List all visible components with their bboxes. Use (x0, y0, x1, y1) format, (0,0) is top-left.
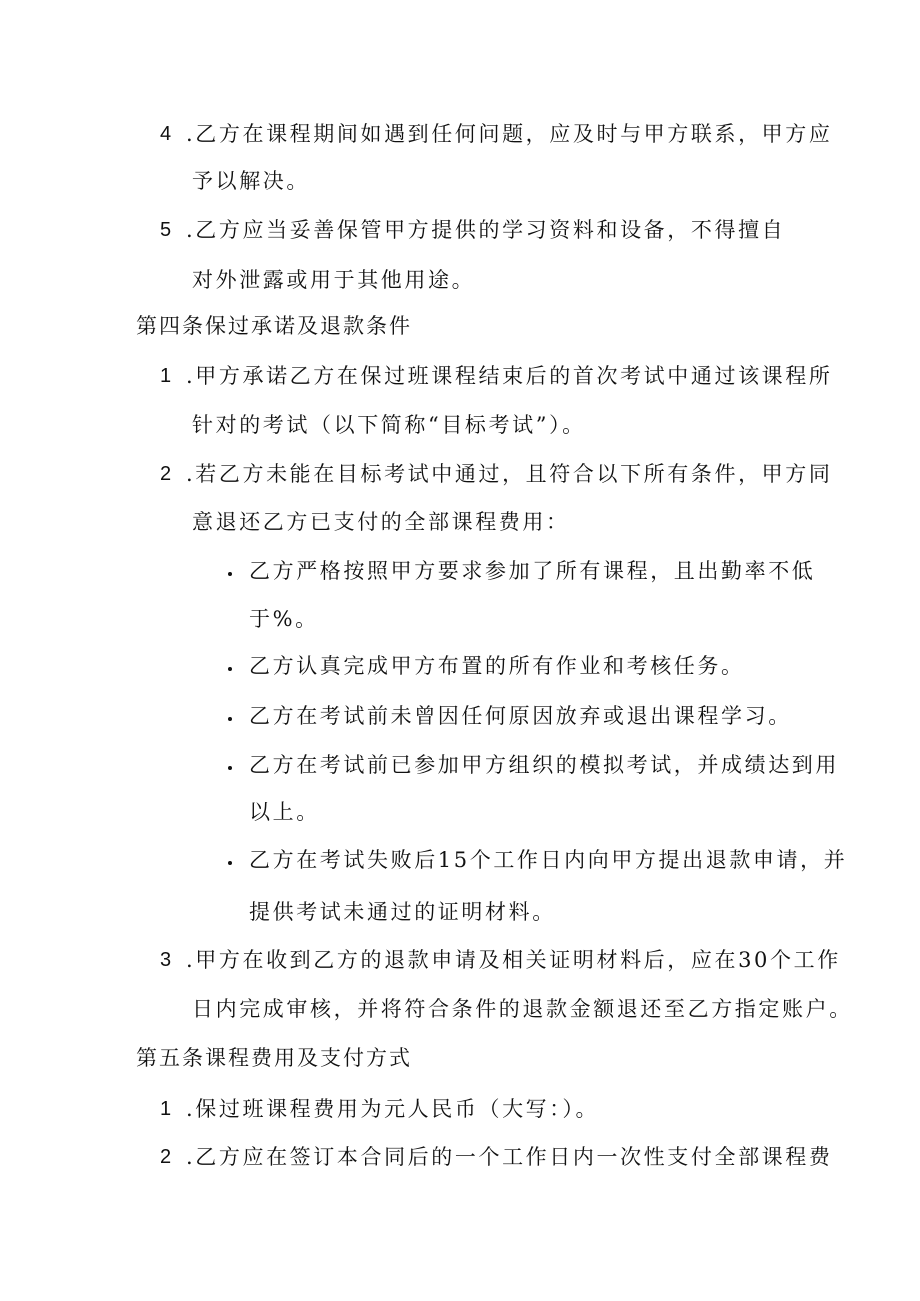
clause-text: .乙方应在签订本合同后的一个工作日内一次性支付全部课程费 (186, 1145, 833, 1169)
clause-text-continued: 对外泄露或用于其他用途。 (192, 268, 476, 292)
condition-text: 乙方严格按照甲方要求参加了所有课程，且出勤率不低 (249, 559, 816, 583)
condition-text: 乙方在考试前未曾因任何原因放弃或退出课程学习。 (249, 704, 792, 728)
bullet-icon (228, 861, 232, 865)
condition-text-continued: 提供考试未通过的证明材料。 (249, 900, 556, 924)
clause-text: .乙方在课程期间如遇到任何问题，应及时与甲方联系，甲方应 (186, 122, 833, 146)
item-number: 5 (160, 219, 172, 241)
clause-text: .甲方在收到乙方的退款申请及相关证明材料后，应在30个工作 (186, 948, 841, 972)
item-number: 2 (160, 1146, 172, 1168)
clause-text-continued: 日内完成审核，并将符合条件的退款金额退还至乙方指定账户。 (192, 997, 853, 1021)
condition-text-continued: 于%。 (249, 607, 319, 631)
clause-text-continued: 针对的考试（以下简称“目标考试”）。 (192, 413, 586, 437)
bullet-icon (228, 667, 232, 671)
clause-text: .甲方承诺乙方在保过班课程结束后的首次考试中通过该课程所 (186, 364, 833, 388)
condition-text-continued: 以上。 (249, 800, 320, 824)
item-number: 3 (160, 949, 172, 971)
clause-text-continued: 予以解决。 (192, 169, 310, 193)
item-number: 2 (160, 463, 172, 485)
clause-text: .若乙方未能在目标考试中通过，且符合以下所有条件，甲方同 (186, 462, 833, 486)
article-heading: 第五条课程费用及支付方式 (136, 1046, 412, 1070)
bullet-icon (228, 572, 232, 576)
clause-text: .乙方应当妥善保管甲方提供的学习资料和设备，不得擅自 (186, 218, 786, 242)
article-heading: 第四条保过承诺及退款条件 (136, 314, 412, 338)
bullet-icon (228, 766, 232, 770)
condition-text: 乙方在考试前已参加甲方组织的模拟考试，并成绩达到用 (249, 753, 839, 777)
condition-text: 乙方在考试失败后15个工作日内向甲方提出退款申请，并 (249, 848, 848, 872)
clause-text: .保过班课程费用为元人民币（大写：）。 (186, 1097, 600, 1121)
item-number: 1 (160, 1098, 172, 1120)
condition-text: 乙方认真完成甲方布置的所有作业和考核任务。 (249, 654, 745, 678)
bullet-icon (228, 717, 232, 721)
item-number: 4 (160, 123, 172, 145)
item-number: 1 (160, 365, 172, 387)
clause-text-continued: 意退还乙方已支付的全部课程费用： (192, 510, 570, 534)
